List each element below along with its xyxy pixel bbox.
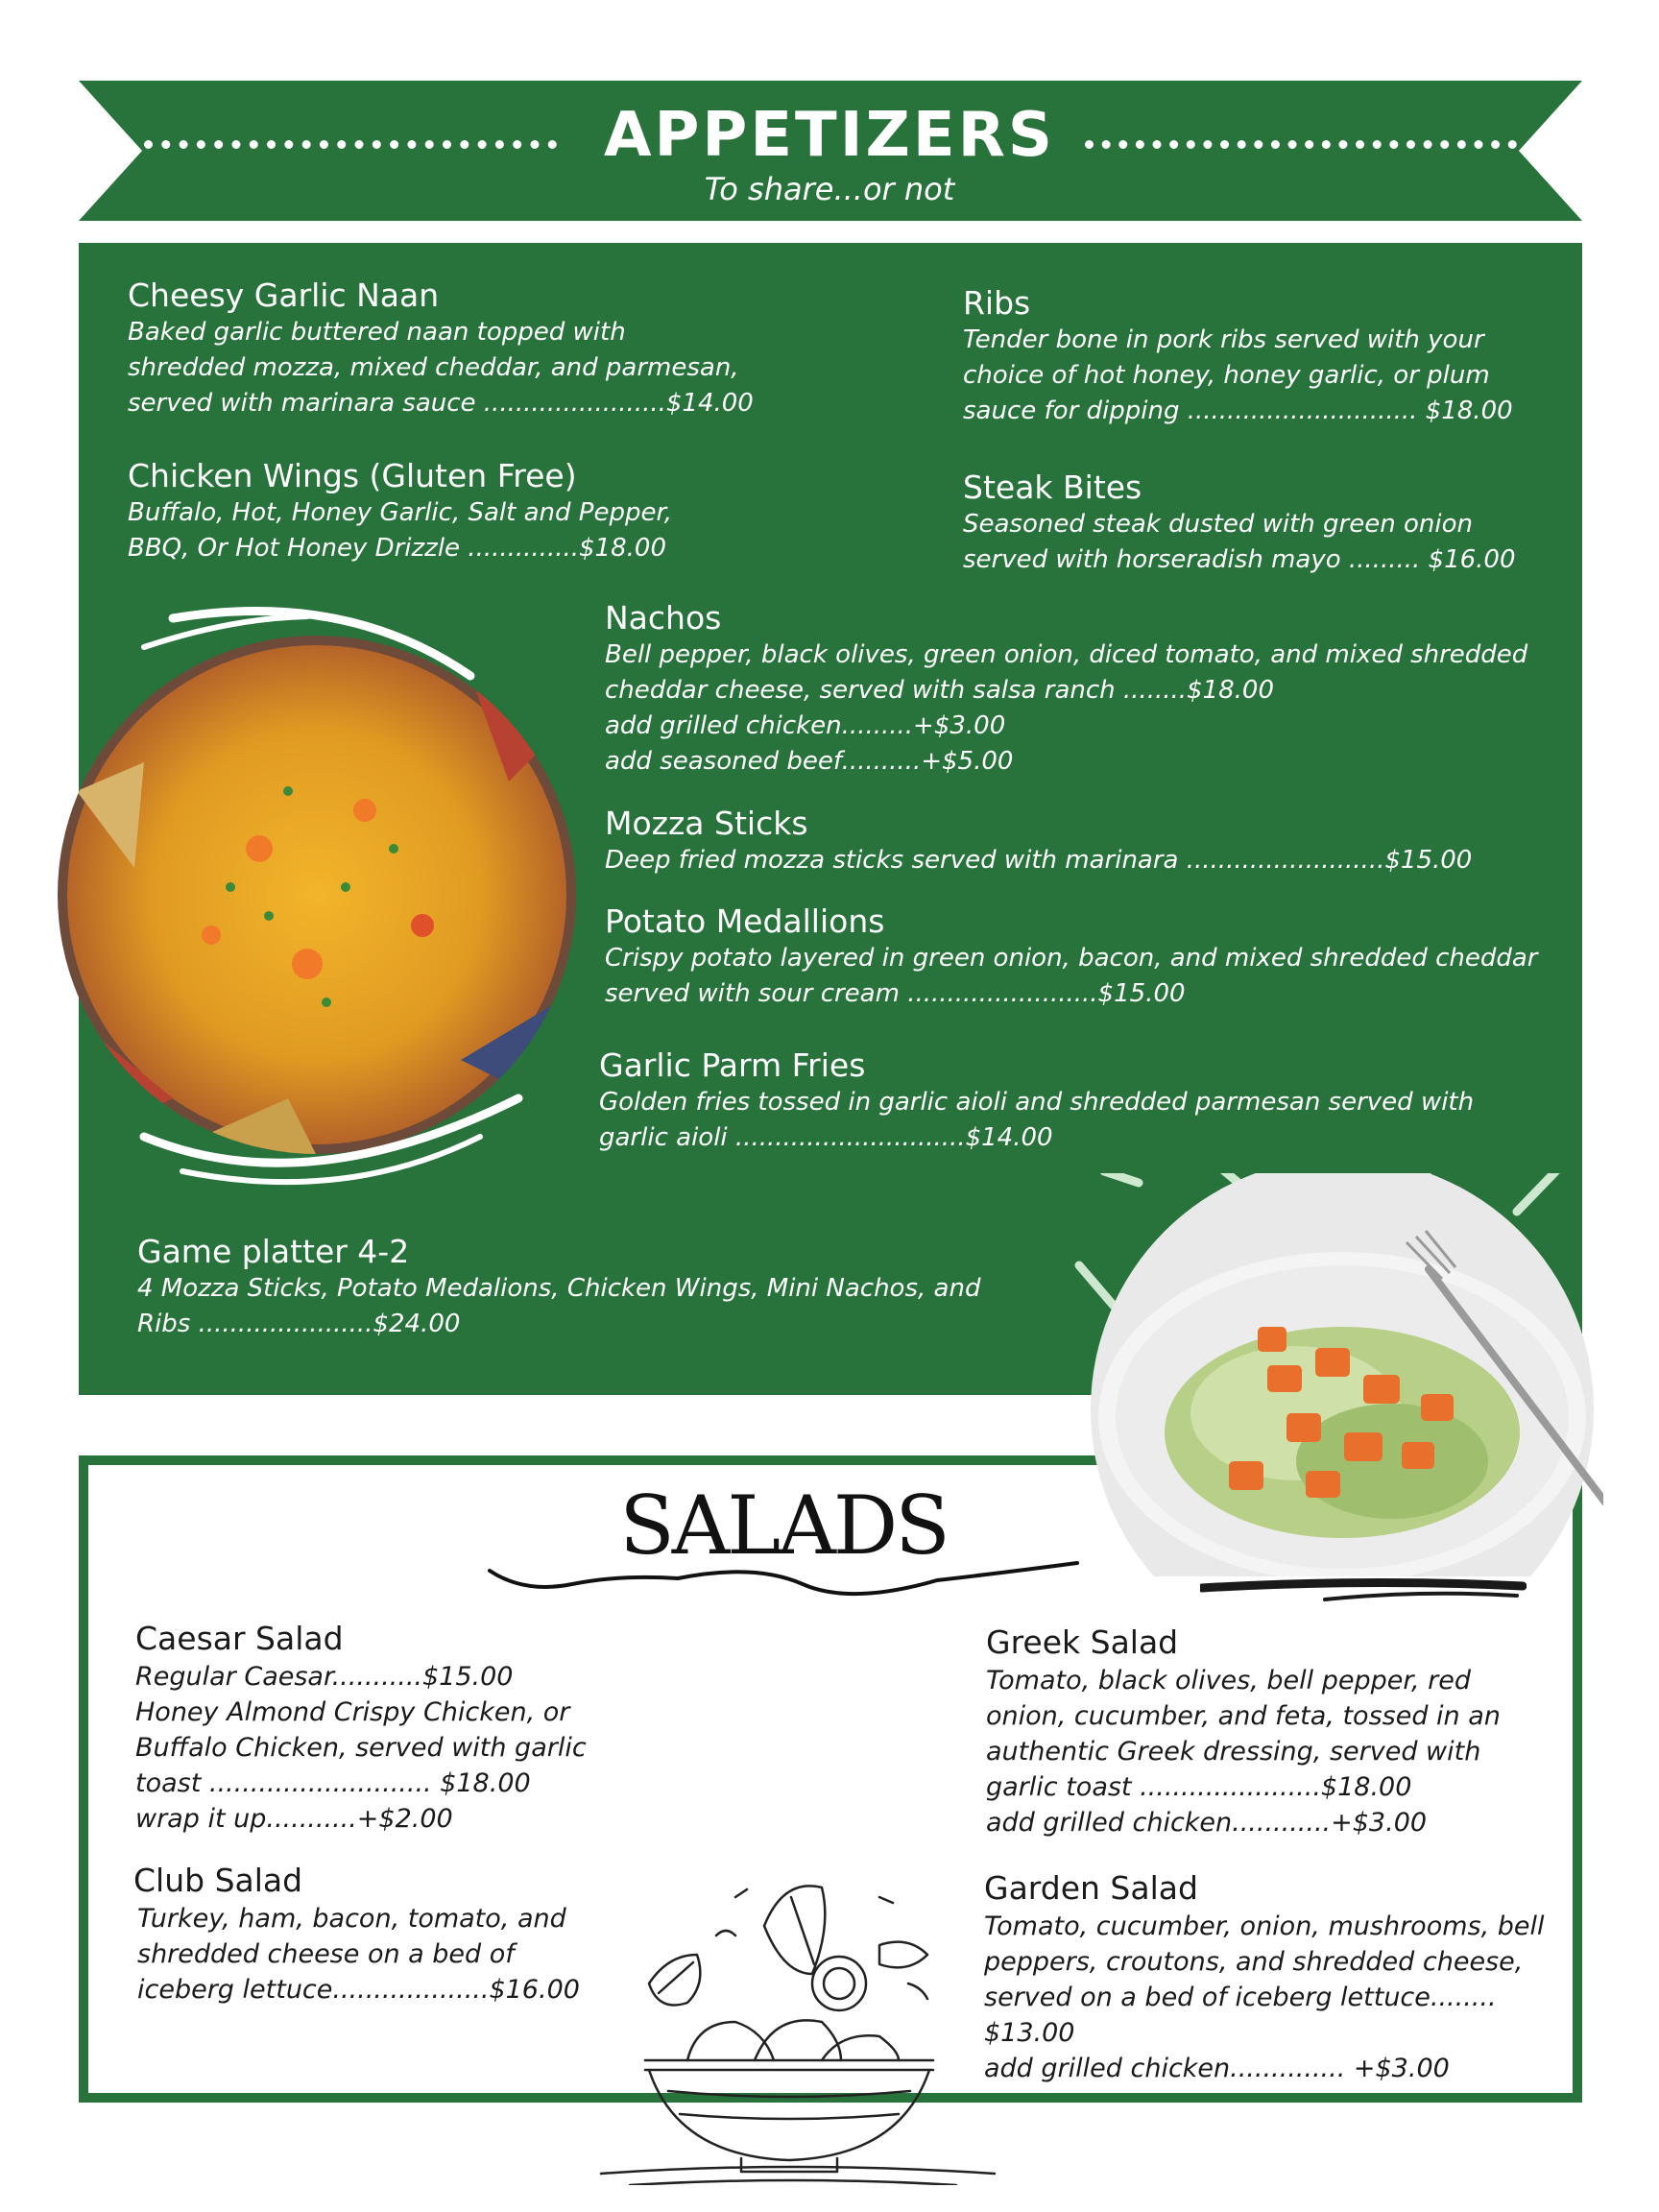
item-description [605, 637, 1546, 780]
item-description [605, 941, 1546, 1012]
desc-line: iceberg lettuce...................$16.00 [137, 1975, 580, 2005]
salad-bowl-illustration [591, 1868, 1014, 2185]
desc-line: authentic Greek dressing, served with [986, 1737, 1481, 1767]
item-description [137, 1271, 1040, 1342]
item-name: Greek Salad [986, 1623, 1179, 1661]
desc-line: garlic aioli .............................$14.00 [599, 1123, 1053, 1152]
desc-line: add grilled chicken.........+$3.00 [605, 711, 1006, 740]
menu-item-steak-bites [963, 469, 1539, 578]
item-name: Nachos [605, 599, 722, 637]
item-name: Game platter 4-2 [137, 1233, 410, 1270]
item-description [128, 315, 781, 421]
desc-line: Ribs ......................$24.00 [137, 1310, 461, 1338]
menu-item-ribs [963, 284, 1539, 429]
desc-line: add grilled chicken............+$3.00 [986, 1808, 1428, 1838]
menu-item-garlic-parm-fries [599, 1046, 1542, 1156]
desc-line: Buffalo Chicken, served with garlic [135, 1733, 587, 1763]
desc-line: toast ........................... $18.00 [135, 1768, 531, 1798]
desc-line: Crispy potato layered in green onion, bacon, and mixed shredded cheddar [605, 944, 1538, 973]
item-description [133, 1901, 633, 2008]
desc-line: Tomato, black olives, bell pepper, red [986, 1666, 1471, 1695]
desc-line: Golden fries tossed in garlic aioli and shredded parmesan served with [599, 1088, 1475, 1117]
desc-line: garlic toast ......................$18.00 [986, 1772, 1412, 1802]
item-name: Steak Bites [963, 469, 1142, 506]
menu-item-garden-salad [984, 1868, 1570, 2086]
item-description [963, 507, 1539, 578]
desc-line: Turkey, ham, bacon, tomato, and [137, 1904, 566, 1934]
item-name: Ribs [963, 284, 1031, 322]
nachos-photo [58, 599, 595, 1194]
desc-line: Baked garlic buttered naan topped with [128, 318, 626, 347]
menu-item-cheesy-garlic-naan [128, 276, 781, 421]
item-name: Club Salad [133, 1862, 303, 1899]
item-description [599, 1085, 1542, 1156]
brush-stroke [1200, 1575, 1527, 1603]
item-description [963, 323, 1539, 429]
desc-line: Deep fried mozza sticks served with marinara .........................$15.00 [605, 846, 1473, 875]
item-name: Caesar Salad [135, 1620, 344, 1657]
desc-line: Tomato, cucumber, onion, mushrooms, bell [984, 1911, 1545, 1941]
desc-line: Regular Caesar...........$15.00 [135, 1662, 514, 1692]
menu-item-game-platter [137, 1233, 1040, 1342]
menu-item-club-salad [133, 1861, 633, 2008]
desc-line: served with marinara sauce .......................$14.00 [128, 389, 754, 418]
menu-item-nachos [605, 599, 1546, 780]
appetizers-subtitle: To share...or not [704, 171, 955, 207]
item-description [605, 843, 1546, 878]
desc-line: Honey Almond Crispy Chicken, or [135, 1697, 570, 1727]
desc-line: onion, cucumber, and feta, tossed in an [986, 1701, 1501, 1731]
item-name: Mozza Sticks [605, 805, 808, 842]
desc-line: shredded cheese on a bed of [137, 1939, 515, 1969]
desc-line: BBQ, Or Hot Honey Drizzle ..............$18.00 [128, 534, 666, 563]
desc-line: served on a bed of iceberg lettuce........ $13.00 [984, 1983, 1497, 2048]
menu-item-caesar-salad [135, 1619, 635, 1837]
desc-line: Tender bone in pork ribs served with your [963, 325, 1484, 354]
desc-line: cheddar cheese, served with salsa ranch ........$18.00 [605, 676, 1274, 705]
item-name: Garlic Parm Fries [599, 1046, 866, 1084]
item-name: Cheesy Garlic Naan [128, 276, 440, 314]
item-description [986, 1663, 1562, 1840]
desc-line: add seasoned beef..........+$5.00 [605, 747, 1014, 776]
menu-item-greek-salad [986, 1623, 1562, 1840]
desc-line: add grilled chicken.............. +$3.00 [984, 2054, 1450, 2083]
desc-line: Seasoned steak dusted with green onion [963, 510, 1473, 539]
item-name: Chicken Wings (Gluten Free) [128, 457, 577, 494]
menu-item-chicken-wings [128, 457, 742, 566]
desc-line: served with horseradish mayo ......... $16.00 [963, 545, 1516, 574]
desc-line: peppers, croutons, and shredded cheese, [984, 1947, 1524, 1977]
desc-line: 4 Mozza Sticks, Potato Medalions, Chicken Wings, Mini Nachos, and [137, 1274, 981, 1303]
menu-item-mozza-sticks [605, 805, 1546, 878]
desc-line: Bell pepper, black olives, green onion, diced tomato, and mixed shredded [605, 640, 1528, 669]
item-description [128, 495, 742, 566]
item-description [984, 1909, 1570, 2086]
desc-line: shredded mozza, mixed cheddar, and parmesan, [128, 353, 739, 382]
salads-title-underline [486, 1555, 1081, 1598]
desc-line: Buffalo, Hot, Honey Garlic, Salt and Pepper, [128, 498, 673, 527]
desc-line: wrap it up...........+$2.00 [135, 1804, 453, 1834]
item-description [135, 1659, 635, 1837]
item-name: Potato Medallions [605, 902, 885, 940]
salads-title: SALADS [619, 1479, 948, 1573]
desc-line: sauce for dipping ............................. $18.00 [963, 397, 1513, 425]
desc-line: served with sour cream ........................$15.00 [605, 979, 1186, 1008]
item-name: Garden Salad [984, 1869, 1198, 1907]
menu-item-potato-medallions [605, 902, 1546, 1012]
desc-line: choice of hot honey, honey garlic, or plum [963, 361, 1490, 390]
appetizers-title: APPETIZERS [603, 100, 1056, 171]
